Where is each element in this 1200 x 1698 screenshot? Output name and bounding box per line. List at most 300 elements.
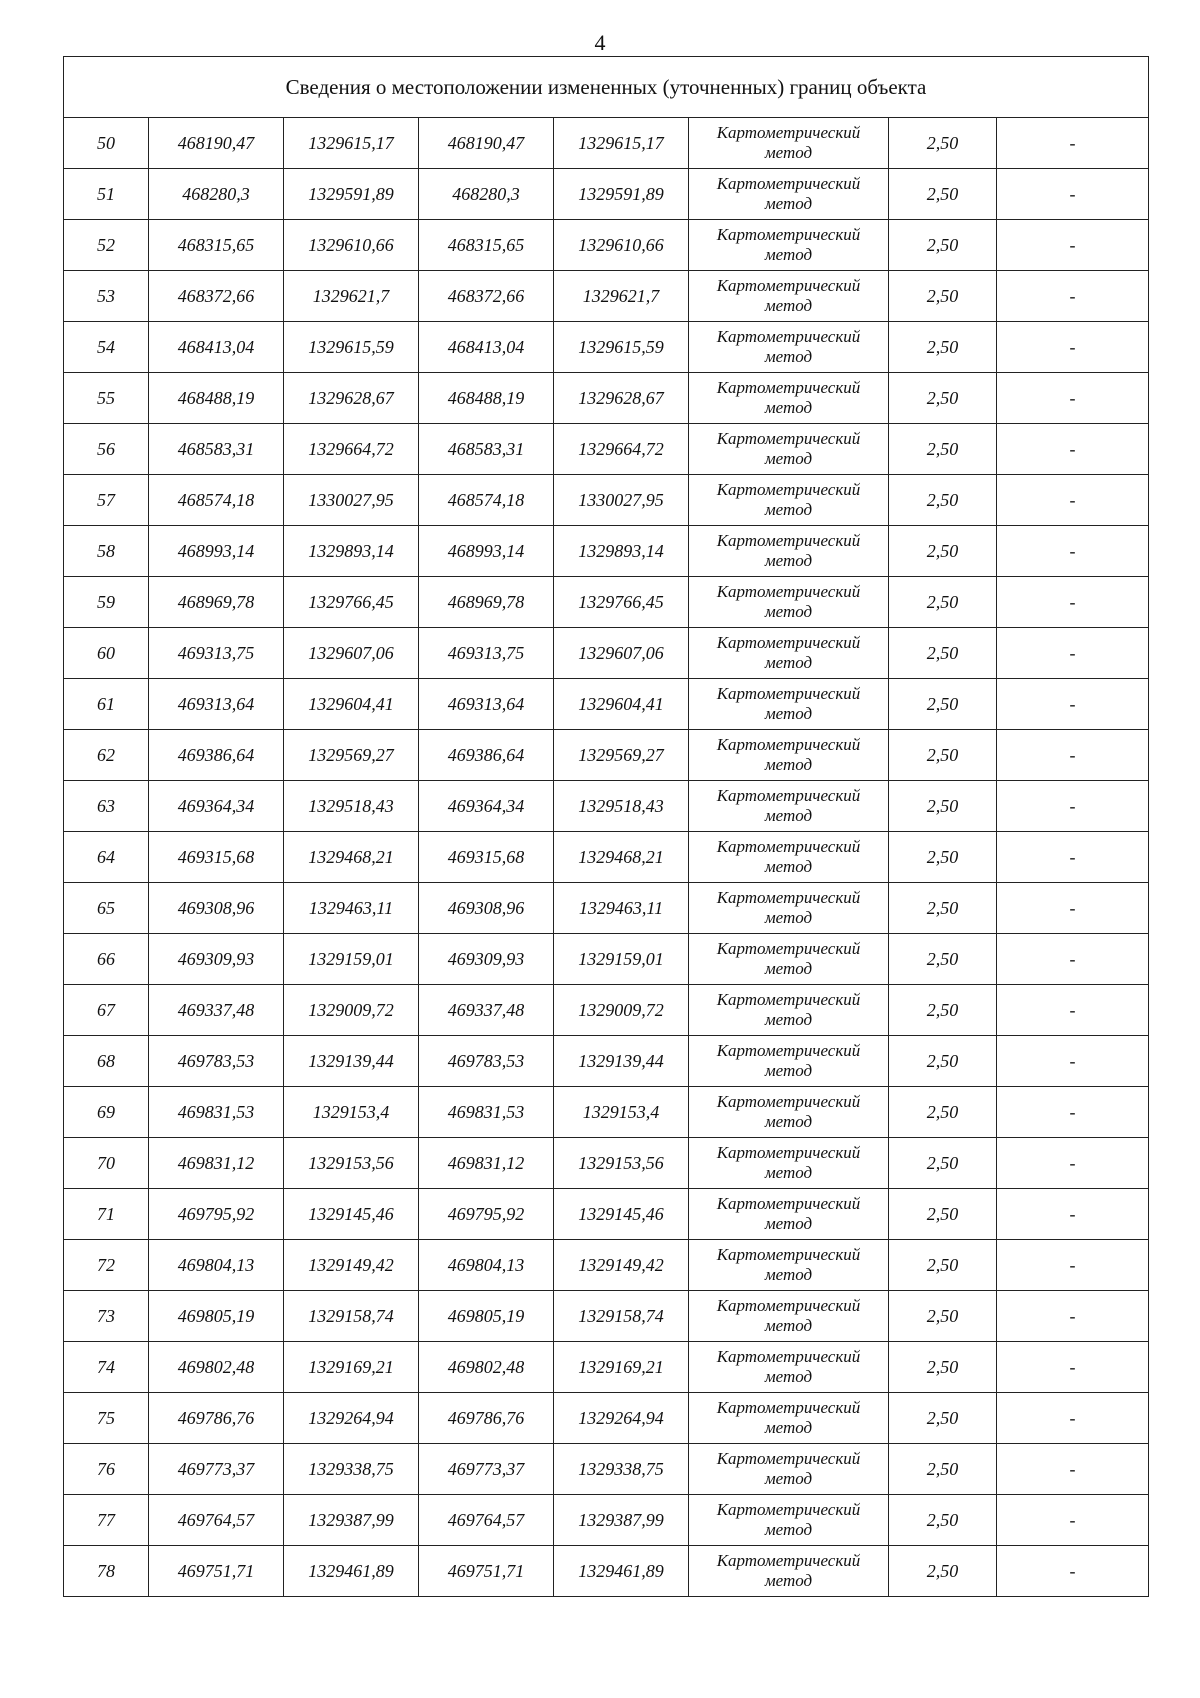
accuracy-cell: 2,50 xyxy=(889,1138,997,1189)
description-cell: - xyxy=(997,220,1149,271)
y-existing-cell: 1329338,75 xyxy=(284,1444,419,1495)
y-existing-cell: 1329664,72 xyxy=(284,424,419,475)
method-line-1: Картометрический xyxy=(716,1296,861,1315)
x-existing-cell: 469804,13 xyxy=(149,1240,284,1291)
x-new-cell: 468488,19 xyxy=(419,373,554,424)
y-new-cell: 1329169,21 xyxy=(554,1342,689,1393)
table-header-row xyxy=(64,57,1149,118)
x-existing-cell: 469337,48 xyxy=(149,985,284,1036)
x-existing-cell: 468190,47 xyxy=(149,118,284,169)
method-line-2: метод xyxy=(764,959,813,978)
x-new-cell: 469773,37 xyxy=(419,1444,554,1495)
method-line-1: Картометрический xyxy=(716,480,861,499)
point-number-cell: 67 xyxy=(64,985,149,1036)
point-number-cell: 60 xyxy=(64,628,149,679)
description-cell: - xyxy=(997,577,1149,628)
x-new-cell: 469804,13 xyxy=(419,1240,554,1291)
method-line-1: Картометрический xyxy=(716,174,861,193)
method-line-1: Картометрический xyxy=(716,225,861,244)
y-new-cell: 1329610,66 xyxy=(554,220,689,271)
x-new-cell: 469386,64 xyxy=(419,730,554,781)
method-line-1: Картометрический xyxy=(716,531,861,550)
x-existing-cell: 469751,71 xyxy=(149,1546,284,1597)
method-cell xyxy=(689,883,889,934)
accuracy-cell: 2,50 xyxy=(889,577,997,628)
x-existing-cell: 469805,19 xyxy=(149,1291,284,1342)
method-line-1: Картометрический xyxy=(716,327,861,346)
y-existing-cell: 1329461,89 xyxy=(284,1546,419,1597)
method-line-1: Картометрический xyxy=(716,276,861,295)
y-existing-cell: 1329158,74 xyxy=(284,1291,419,1342)
method-line-1: Картометрический xyxy=(716,1500,861,1519)
method-cell xyxy=(689,628,889,679)
x-new-cell: 469751,71 xyxy=(419,1546,554,1597)
accuracy-cell: 2,50 xyxy=(889,883,997,934)
accuracy-cell: 2,50 xyxy=(889,526,997,577)
y-new-cell: 1329149,42 xyxy=(554,1240,689,1291)
method-cell xyxy=(689,1393,889,1444)
method-line-2: метод xyxy=(764,1214,813,1233)
y-existing-cell: 1329468,21 xyxy=(284,832,419,883)
point-number-cell: 78 xyxy=(64,1546,149,1597)
x-new-cell: 469313,64 xyxy=(419,679,554,730)
x-new-cell: 468190,47 xyxy=(419,118,554,169)
method-cell xyxy=(689,1240,889,1291)
method-line-2: метод xyxy=(764,1163,813,1182)
method-line-2: метод xyxy=(764,1061,813,1080)
accuracy-cell: 2,50 xyxy=(889,424,997,475)
x-existing-cell: 468969,78 xyxy=(149,577,284,628)
method-line-1: Картометрический xyxy=(716,837,861,856)
table-row xyxy=(64,1189,1149,1240)
point-number-cell: 72 xyxy=(64,1240,149,1291)
x-new-cell: 469831,53 xyxy=(419,1087,554,1138)
method-line-1: Картометрический xyxy=(716,633,861,652)
description-cell: - xyxy=(997,475,1149,526)
y-new-cell: 1329461,89 xyxy=(554,1546,689,1597)
x-existing-cell: 469308,96 xyxy=(149,883,284,934)
method-cell xyxy=(689,322,889,373)
accuracy-cell: 2,50 xyxy=(889,1087,997,1138)
description-cell: - xyxy=(997,373,1149,424)
method-line-1: Картометрический xyxy=(716,786,861,805)
method-line-1: Картометрический xyxy=(716,429,861,448)
method-line-2: метод xyxy=(764,857,813,876)
method-line-2: метод xyxy=(764,347,813,366)
table-row xyxy=(64,1240,1149,1291)
method-cell xyxy=(689,832,889,883)
point-number-cell: 53 xyxy=(64,271,149,322)
method-cell xyxy=(689,1546,889,1597)
description-cell: - xyxy=(997,1240,1149,1291)
y-existing-cell: 1329610,66 xyxy=(284,220,419,271)
y-existing-cell: 1329264,94 xyxy=(284,1393,419,1444)
point-number-cell: 52 xyxy=(64,220,149,271)
point-number-cell: 64 xyxy=(64,832,149,883)
y-new-cell: 1329628,67 xyxy=(554,373,689,424)
method-cell xyxy=(689,730,889,781)
description-cell: - xyxy=(997,424,1149,475)
method-line-2: метод xyxy=(764,755,813,774)
y-existing-cell: 1329153,4 xyxy=(284,1087,419,1138)
method-line-2: метод xyxy=(764,398,813,417)
y-new-cell: 1329158,74 xyxy=(554,1291,689,1342)
description-cell: - xyxy=(997,781,1149,832)
table-title: Сведения о местоположении измененных (уточненных) границ объекта xyxy=(64,57,1149,118)
method-cell xyxy=(689,781,889,832)
method-line-2: метод xyxy=(764,551,813,570)
accuracy-cell: 2,50 xyxy=(889,1189,997,1240)
method-cell xyxy=(689,220,889,271)
y-existing-cell: 1329893,14 xyxy=(284,526,419,577)
method-cell xyxy=(689,118,889,169)
method-line-1: Картометрический xyxy=(716,1143,861,1162)
accuracy-cell: 2,50 xyxy=(889,628,997,679)
accuracy-cell: 2,50 xyxy=(889,373,997,424)
description-cell: - xyxy=(997,1444,1149,1495)
accuracy-cell: 2,50 xyxy=(889,1495,997,1546)
method-line-2: метод xyxy=(764,1520,813,1539)
point-number-cell: 76 xyxy=(64,1444,149,1495)
point-number-cell: 75 xyxy=(64,1393,149,1444)
y-existing-cell: 1329615,59 xyxy=(284,322,419,373)
x-existing-cell: 468315,65 xyxy=(149,220,284,271)
point-number-cell: 56 xyxy=(64,424,149,475)
y-new-cell: 1329591,89 xyxy=(554,169,689,220)
y-new-cell: 1329009,72 xyxy=(554,985,689,1036)
accuracy-cell: 2,50 xyxy=(889,169,997,220)
x-new-cell: 468583,31 xyxy=(419,424,554,475)
x-new-cell: 469831,12 xyxy=(419,1138,554,1189)
method-cell xyxy=(689,985,889,1036)
x-existing-cell: 469783,53 xyxy=(149,1036,284,1087)
y-new-cell: 1329145,46 xyxy=(554,1189,689,1240)
x-new-cell: 468315,65 xyxy=(419,220,554,271)
point-number-cell: 55 xyxy=(64,373,149,424)
y-new-cell: 1329518,43 xyxy=(554,781,689,832)
y-new-cell: 1329621,7 xyxy=(554,271,689,322)
x-new-cell: 469802,48 xyxy=(419,1342,554,1393)
point-number-cell: 65 xyxy=(64,883,149,934)
method-cell xyxy=(689,1189,889,1240)
accuracy-cell: 2,50 xyxy=(889,1342,997,1393)
x-existing-cell: 469831,53 xyxy=(149,1087,284,1138)
y-new-cell: 1329153,56 xyxy=(554,1138,689,1189)
method-cell xyxy=(689,934,889,985)
y-new-cell: 1329615,59 xyxy=(554,322,689,373)
table-row xyxy=(64,322,1149,373)
table-row xyxy=(64,1393,1149,1444)
point-number-cell: 63 xyxy=(64,781,149,832)
accuracy-cell: 2,50 xyxy=(889,475,997,526)
description-cell: - xyxy=(997,169,1149,220)
description-cell: - xyxy=(997,526,1149,577)
y-existing-cell: 1329607,06 xyxy=(284,628,419,679)
x-new-cell: 468574,18 xyxy=(419,475,554,526)
description-cell: - xyxy=(997,985,1149,1036)
y-new-cell: 1329153,4 xyxy=(554,1087,689,1138)
x-existing-cell: 469786,76 xyxy=(149,1393,284,1444)
x-existing-cell: 469386,64 xyxy=(149,730,284,781)
y-existing-cell: 1329604,41 xyxy=(284,679,419,730)
point-number-cell: 61 xyxy=(64,679,149,730)
method-line-2: метод xyxy=(764,806,813,825)
description-cell: - xyxy=(997,1393,1149,1444)
point-number-cell: 66 xyxy=(64,934,149,985)
x-new-cell: 469337,48 xyxy=(419,985,554,1036)
accuracy-cell: 2,50 xyxy=(889,1240,997,1291)
boundary-coordinates-table xyxy=(63,56,1149,1597)
x-existing-cell: 469795,92 xyxy=(149,1189,284,1240)
table-row xyxy=(64,883,1149,934)
description-cell: - xyxy=(997,1546,1149,1597)
description-cell: - xyxy=(997,934,1149,985)
table-row xyxy=(64,985,1149,1036)
description-cell: - xyxy=(997,118,1149,169)
y-new-cell: 1329664,72 xyxy=(554,424,689,475)
x-existing-cell: 469315,68 xyxy=(149,832,284,883)
accuracy-cell: 2,50 xyxy=(889,1036,997,1087)
point-number-cell: 59 xyxy=(64,577,149,628)
y-new-cell: 1329387,99 xyxy=(554,1495,689,1546)
y-new-cell: 1329615,17 xyxy=(554,118,689,169)
point-number-cell: 57 xyxy=(64,475,149,526)
y-new-cell: 1329604,41 xyxy=(554,679,689,730)
y-existing-cell: 1329153,56 xyxy=(284,1138,419,1189)
x-existing-cell: 469364,34 xyxy=(149,781,284,832)
y-existing-cell: 1329766,45 xyxy=(284,577,419,628)
x-existing-cell: 468372,66 xyxy=(149,271,284,322)
method-line-1: Картометрический xyxy=(716,735,861,754)
point-number-cell: 73 xyxy=(64,1291,149,1342)
method-line-2: метод xyxy=(764,653,813,672)
y-existing-cell: 1329009,72 xyxy=(284,985,419,1036)
x-new-cell: 468372,66 xyxy=(419,271,554,322)
method-cell xyxy=(689,169,889,220)
method-line-2: метод xyxy=(764,908,813,927)
table-row xyxy=(64,424,1149,475)
method-cell xyxy=(689,1036,889,1087)
accuracy-cell: 2,50 xyxy=(889,679,997,730)
accuracy-cell: 2,50 xyxy=(889,1444,997,1495)
y-new-cell: 1329569,27 xyxy=(554,730,689,781)
x-new-cell: 469805,19 xyxy=(419,1291,554,1342)
method-line-1: Картометрический xyxy=(716,582,861,601)
table-row xyxy=(64,271,1149,322)
method-line-2: метод xyxy=(764,296,813,315)
accuracy-cell: 2,50 xyxy=(889,730,997,781)
point-number-cell: 50 xyxy=(64,118,149,169)
accuracy-cell: 2,50 xyxy=(889,220,997,271)
point-number-cell: 54 xyxy=(64,322,149,373)
table-row xyxy=(64,832,1149,883)
x-existing-cell: 469802,48 xyxy=(149,1342,284,1393)
x-existing-cell: 468488,19 xyxy=(149,373,284,424)
x-new-cell: 469764,57 xyxy=(419,1495,554,1546)
table-row xyxy=(64,1444,1149,1495)
y-existing-cell: 1329149,42 xyxy=(284,1240,419,1291)
y-new-cell: 1329468,21 xyxy=(554,832,689,883)
description-cell: - xyxy=(997,883,1149,934)
table-body xyxy=(64,57,1149,1597)
table-row xyxy=(64,475,1149,526)
table-row xyxy=(64,220,1149,271)
table-row xyxy=(64,1342,1149,1393)
x-new-cell: 469364,34 xyxy=(419,781,554,832)
method-line-1: Картометрический xyxy=(716,888,861,907)
method-line-2: метод xyxy=(764,1367,813,1386)
method-line-2: метод xyxy=(764,1571,813,1590)
y-existing-cell: 1329621,7 xyxy=(284,271,419,322)
y-new-cell: 1329264,94 xyxy=(554,1393,689,1444)
x-new-cell: 469783,53 xyxy=(419,1036,554,1087)
accuracy-cell: 2,50 xyxy=(889,322,997,373)
method-line-2: метод xyxy=(764,1265,813,1284)
method-line-2: метод xyxy=(764,1112,813,1131)
y-new-cell: 1329463,11 xyxy=(554,883,689,934)
method-line-1: Картометрический xyxy=(716,123,861,142)
table-row xyxy=(64,679,1149,730)
method-line-2: метод xyxy=(764,704,813,723)
description-cell: - xyxy=(997,322,1149,373)
y-existing-cell: 1329518,43 xyxy=(284,781,419,832)
method-line-2: метод xyxy=(764,602,813,621)
method-line-1: Картометрический xyxy=(716,1194,861,1213)
point-number-cell: 58 xyxy=(64,526,149,577)
method-line-1: Картометрический xyxy=(716,1347,861,1366)
x-existing-cell: 469831,12 xyxy=(149,1138,284,1189)
y-existing-cell: 1329139,44 xyxy=(284,1036,419,1087)
point-number-cell: 69 xyxy=(64,1087,149,1138)
method-line-2: метод xyxy=(764,1469,813,1488)
description-cell: - xyxy=(997,1291,1149,1342)
x-new-cell: 468993,14 xyxy=(419,526,554,577)
method-cell xyxy=(689,475,889,526)
point-number-cell: 62 xyxy=(64,730,149,781)
table-row xyxy=(64,934,1149,985)
method-cell xyxy=(689,1087,889,1138)
accuracy-cell: 2,50 xyxy=(889,118,997,169)
method-line-2: метод xyxy=(764,1010,813,1029)
x-existing-cell: 468280,3 xyxy=(149,169,284,220)
x-new-cell: 469786,76 xyxy=(419,1393,554,1444)
accuracy-cell: 2,50 xyxy=(889,271,997,322)
method-cell xyxy=(689,1444,889,1495)
method-line-1: Картометрический xyxy=(716,939,861,958)
point-number-cell: 70 xyxy=(64,1138,149,1189)
method-line-2: метод xyxy=(764,245,813,264)
description-cell: - xyxy=(997,1036,1149,1087)
y-existing-cell: 1329169,21 xyxy=(284,1342,419,1393)
description-cell: - xyxy=(997,1138,1149,1189)
description-cell: - xyxy=(997,679,1149,730)
table-row xyxy=(64,1546,1149,1597)
point-number-cell: 71 xyxy=(64,1189,149,1240)
y-existing-cell: 1329569,27 xyxy=(284,730,419,781)
description-cell: - xyxy=(997,628,1149,679)
method-cell xyxy=(689,424,889,475)
x-existing-cell: 468413,04 xyxy=(149,322,284,373)
method-cell xyxy=(689,1495,889,1546)
method-line-1: Картометрический xyxy=(716,684,861,703)
x-existing-cell: 468993,14 xyxy=(149,526,284,577)
x-existing-cell: 469309,93 xyxy=(149,934,284,985)
method-line-2: метод xyxy=(764,194,813,213)
x-existing-cell: 469313,75 xyxy=(149,628,284,679)
method-cell xyxy=(689,271,889,322)
y-new-cell: 1330027,95 xyxy=(554,475,689,526)
x-new-cell: 469315,68 xyxy=(419,832,554,883)
method-line-1: Картометрический xyxy=(716,990,861,1009)
x-new-cell: 469795,92 xyxy=(419,1189,554,1240)
x-existing-cell: 468583,31 xyxy=(149,424,284,475)
table-row xyxy=(64,118,1149,169)
y-new-cell: 1329159,01 xyxy=(554,934,689,985)
y-existing-cell: 1329615,17 xyxy=(284,118,419,169)
point-number-cell: 77 xyxy=(64,1495,149,1546)
method-line-2: метод xyxy=(764,1316,813,1335)
point-number-cell: 68 xyxy=(64,1036,149,1087)
table-row xyxy=(64,730,1149,781)
table-row xyxy=(64,1495,1149,1546)
description-cell: - xyxy=(997,832,1149,883)
description-cell: - xyxy=(997,1495,1149,1546)
method-cell xyxy=(689,1342,889,1393)
method-cell xyxy=(689,1291,889,1342)
y-new-cell: 1329139,44 xyxy=(554,1036,689,1087)
x-new-cell: 469309,93 xyxy=(419,934,554,985)
y-existing-cell: 1329159,01 xyxy=(284,934,419,985)
accuracy-cell: 2,50 xyxy=(889,985,997,1036)
y-existing-cell: 1329387,99 xyxy=(284,1495,419,1546)
point-number-cell: 74 xyxy=(64,1342,149,1393)
x-new-cell: 469313,75 xyxy=(419,628,554,679)
table-row xyxy=(64,1036,1149,1087)
y-existing-cell: 1330027,95 xyxy=(284,475,419,526)
method-cell xyxy=(689,526,889,577)
method-line-1: Картометрический xyxy=(716,1449,861,1468)
y-new-cell: 1329766,45 xyxy=(554,577,689,628)
x-new-cell: 468413,04 xyxy=(419,322,554,373)
method-line-1: Картометрический xyxy=(716,1398,861,1417)
method-line-1: Картометрический xyxy=(716,378,861,397)
table-row xyxy=(64,526,1149,577)
y-existing-cell: 1329463,11 xyxy=(284,883,419,934)
table-row xyxy=(64,373,1149,424)
method-line-2: метод xyxy=(764,500,813,519)
x-existing-cell: 469773,37 xyxy=(149,1444,284,1495)
table-row xyxy=(64,577,1149,628)
method-line-1: Картометрический xyxy=(716,1092,861,1111)
y-new-cell: 1329338,75 xyxy=(554,1444,689,1495)
method-line-2: метод xyxy=(764,143,813,162)
table-row xyxy=(64,1087,1149,1138)
method-cell xyxy=(689,679,889,730)
x-existing-cell: 468574,18 xyxy=(149,475,284,526)
description-cell: - xyxy=(997,1087,1149,1138)
accuracy-cell: 2,50 xyxy=(889,832,997,883)
y-new-cell: 1329607,06 xyxy=(554,628,689,679)
method-line-1: Картометрический xyxy=(716,1245,861,1264)
accuracy-cell: 2,50 xyxy=(889,1546,997,1597)
x-new-cell: 469308,96 xyxy=(419,883,554,934)
y-existing-cell: 1329145,46 xyxy=(284,1189,419,1240)
x-existing-cell: 469313,64 xyxy=(149,679,284,730)
description-cell: - xyxy=(997,1342,1149,1393)
table-row xyxy=(64,781,1149,832)
table-row xyxy=(64,1291,1149,1342)
table-row xyxy=(64,1138,1149,1189)
